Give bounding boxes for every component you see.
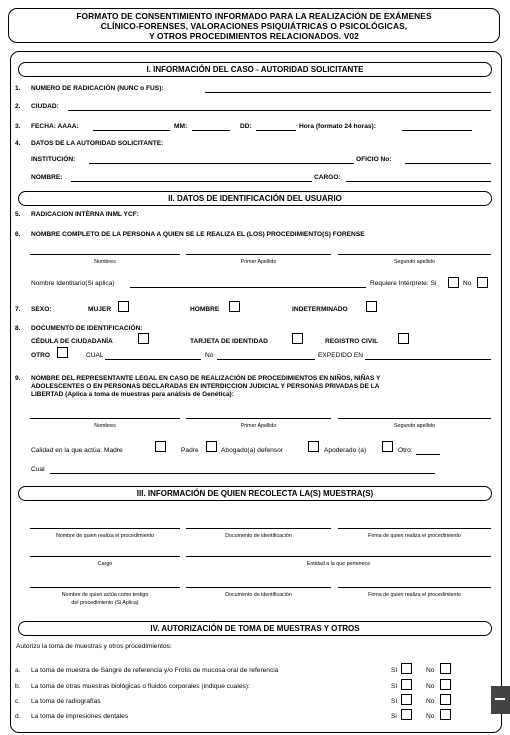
cual-calidad-label: Cual [31, 466, 45, 473]
mujer-checkbox[interactable] [118, 301, 129, 312]
apoderado-label: Apoderado (a) [324, 447, 367, 454]
sexo-label: SEXO: [31, 306, 52, 313]
testigo-documento-caption: Documento de identificación [225, 592, 292, 598]
hombre-checkbox[interactable] [229, 301, 240, 312]
nombre-identitario-label: Nombre Identitario(Si aplica) [31, 280, 115, 287]
recolector-firma-caption: Firma de quien realiza el procedimiento [368, 533, 461, 539]
item-b-si-label: SI [391, 683, 398, 690]
institucion-label: INSTITUCIÓN: [31, 156, 76, 163]
representante-segundo-apellido-field[interactable] [338, 418, 491, 419]
representante-segundo-caption: Segundo apellido [394, 423, 435, 429]
item-b-no-checkbox[interactable] [440, 679, 451, 690]
item-7-number: 7. [15, 306, 21, 313]
item-b-letter: b. [15, 683, 21, 690]
item-1-number: 1. [15, 85, 21, 92]
hombre-label: HOMBRE [190, 306, 220, 313]
item-2-number: 2. [15, 103, 21, 110]
item-a-no-label: No [426, 667, 435, 674]
tarjeta-label: TARJETA DE IDENTIDAD [190, 338, 268, 345]
documento-label: DOCUMENTO DE IDENTIFICACIÓN: [31, 325, 143, 332]
section-4-header: IV. AUTORIZACIÓN DE TOMA DE MUESTRAS Y OTROS [18, 621, 492, 636]
recolector-nombre-field[interactable] [30, 528, 180, 529]
interprete-no-label: No [463, 280, 472, 287]
testigo-nombre-field[interactable] [30, 587, 180, 588]
recolector-entidad-field[interactable] [186, 556, 491, 557]
minimize-icon[interactable] [491, 686, 510, 714]
item-8-number: 8. [15, 325, 21, 332]
interprete-si-checkbox[interactable] [448, 277, 459, 288]
institucion-field[interactable] [89, 163, 354, 164]
nombre-autoridad-field[interactable] [71, 181, 312, 182]
cual-doc-label: CUAL [86, 352, 104, 359]
representante-primer-caption: Primer Apellido [240, 423, 277, 429]
testigo-firma-caption: Firma de quien realiza el procedimiento [368, 592, 461, 598]
cedula-label: CÉDULA DE CIUDADANÍA [31, 338, 113, 345]
form-title-box [8, 8, 500, 43]
form-title-line-3: Y OTROS PROCEDIMIENTOS RELACIONADOS. V02 [149, 31, 359, 41]
cual-calidad-field[interactable] [50, 473, 435, 474]
expedido-field[interactable] [365, 359, 491, 360]
nombres-field[interactable] [30, 254, 180, 255]
item-b-si-checkbox[interactable] [401, 679, 412, 690]
section-1-header: I. INFORMACIÓN DEL CASO - AUTORIDAD SOLICITANTE [18, 62, 492, 77]
testigo-nombre-caption-2: del procedimiento (Si Aplica) [71, 600, 139, 606]
otro-calidad-field[interactable] [416, 454, 440, 455]
no-doc-label: No [205, 352, 214, 359]
hora-field[interactable] [402, 130, 472, 131]
autoridad-label: DATOS DE LA AUTORIDAD SOLICITANTE: [31, 140, 164, 147]
hora-label: Hora (formato 24 horas): [299, 123, 376, 130]
recolector-cargo-caption: Cargo [97, 561, 113, 567]
fecha-month-field[interactable] [192, 130, 230, 131]
mujer-label: MUJER [88, 306, 112, 313]
recolector-documento-caption: Documento de identificación [225, 533, 292, 539]
recolector-entidad-caption: Entidad a la que pertenece [306, 561, 371, 567]
ciudad-label: CIUDAD: [31, 103, 59, 110]
nombre-completo-label: NOMBRE COMPLETO DE LA PERSONA A QUIEN SE LE REALIZA EL (LOS) PROCEDIMIENTO(S) FORENSE [31, 231, 365, 238]
item-c-letter: c. [15, 698, 21, 705]
registro-civil-label: REGISTRO CIVIL [325, 338, 379, 345]
interprete-no-checkbox[interactable] [477, 277, 488, 288]
cedula-checkbox[interactable] [138, 333, 149, 344]
primer-apellido-caption: Primer Apellido [240, 259, 277, 265]
testigo-nombre-caption-1: Nombre de quien actúa como testigo [61, 592, 149, 598]
item-b-text: La toma de otras muestras biológicas o fluidos corporales (indique cuales): [31, 683, 250, 690]
otro-calidad-label: Otro: [398, 447, 413, 454]
testigo-firma-field[interactable] [338, 587, 491, 588]
mm-label: MM: [174, 123, 188, 130]
item-c-no-checkbox[interactable] [440, 694, 451, 705]
segundo-apellido-field[interactable] [338, 254, 491, 255]
item-d-si-label: Si [391, 713, 397, 720]
item-a-no-checkbox[interactable] [440, 663, 451, 674]
registro-civil-checkbox[interactable] [398, 333, 409, 344]
recolector-firma-field[interactable] [338, 528, 491, 529]
indeterminado-label: INDETERMINADO [292, 306, 348, 313]
otro-doc-checkbox[interactable] [57, 347, 68, 358]
item-c-si-checkbox[interactable] [401, 694, 412, 705]
section-3-header: III. INFORMACIÓN DE QUIEN RECOLECTA LA(S) MUESTRA(S) [18, 486, 492, 501]
oficio-field[interactable] [405, 163, 491, 164]
padre-checkbox[interactable] [206, 441, 217, 452]
representante-nombres-field[interactable] [30, 418, 180, 419]
item-6-number: 6. [15, 231, 21, 238]
nombres-caption: Nombres [94, 259, 116, 265]
radicacion-label: NUMERO DE RADICACIÓN (NUNC o FUS): [31, 85, 164, 92]
representante-primer-apellido-field[interactable] [186, 418, 331, 419]
representante-nombres-caption: Nombres [94, 423, 116, 429]
form-title-line-1: FORMATO DE CONSENTIMIENTO INFORMADO PARA LA REALIZACIÓN DE EXÁMENES [76, 11, 432, 21]
item-c-si-label: SI [391, 698, 398, 705]
representante-label-2: ADOLESCENTES O EN PERSONAS DECLARADAS EN INTERDICCION JUDICIAL Y PERSONAS PRIVADAS DE LA [31, 383, 380, 390]
abogado-checkbox[interactable] [308, 441, 319, 452]
item-d-si-checkbox[interactable] [401, 709, 412, 720]
cual-doc-field[interactable] [105, 359, 201, 360]
item-a-si-label: SI [391, 667, 398, 674]
item-c-text: La toma de radiografías [31, 698, 101, 705]
item-d-letter: d. [15, 713, 21, 720]
fecha-day-field[interactable] [256, 130, 296, 131]
tarjeta-checkbox[interactable] [292, 333, 303, 344]
abogado-label: Abogado(a) defensor [221, 447, 283, 454]
autorizo-intro: Autorizo la toma de muestras y otros procedimientos: [16, 643, 172, 650]
expedido-label: EXPEDIDO EN [318, 352, 364, 359]
item-5-number: 5. [15, 211, 21, 218]
madre-checkbox[interactable] [155, 441, 166, 452]
primer-apellido-field[interactable] [186, 254, 331, 255]
nombre-autoridad-label: NOMBRE: [31, 174, 63, 181]
cargo-label: CARGO: [314, 174, 341, 181]
item-d-text: La toma de impresiones dentales [31, 713, 129, 720]
item-a-text: La toma de muestra de Sangre de referencia y/o Frotis de mucosa oral de referencia [31, 667, 279, 674]
oficio-label: OFICIO No: [356, 156, 392, 163]
item-4-number: 4. [15, 140, 21, 147]
recolector-cargo-field[interactable] [30, 556, 180, 557]
calidad-label: Calidad en la que actúa: Madre [31, 447, 123, 454]
testigo-documento-field[interactable] [186, 587, 331, 588]
otro-doc-label: OTRO [31, 352, 51, 359]
padre-label: Padre [181, 447, 199, 454]
item-d-no-checkbox[interactable] [440, 709, 451, 720]
radicacion-interna-label: RADICACION INTÈRNA INML YCF: [31, 211, 139, 218]
dd-label: DD: [240, 123, 252, 130]
radicacion-field[interactable] [205, 92, 491, 93]
item-9-number: 9. [15, 375, 21, 382]
representante-label-1: NOMBRE DEL REPRESENTANTE LEGAL EN CASO DE REALIZACIÓN DE PROCEDIMIENTOS EN NIÑOS, NIÑAS Y [31, 375, 381, 382]
item-a-si-checkbox[interactable] [401, 663, 412, 674]
item-b-no-label: No [426, 683, 435, 690]
interprete-label: Requiere Intérprete: Si [370, 280, 437, 287]
item-3-number: 3. [15, 123, 21, 130]
segundo-apellido-caption: Segundo apellido [394, 259, 435, 265]
form-title-line-2: CLÍNICO-FORENSES, VALORACIONES PSIQUIÁTRICAS O PSICOLÓGICAS, [100, 21, 408, 31]
recolector-nombre-caption: Nombre de quien realiza el procedimiento [55, 533, 155, 539]
section-2-header: II. DATOS DE IDENTIFICACIÓN DEL USUARIO [18, 191, 492, 206]
recolector-documento-field[interactable] [186, 528, 331, 529]
nombre-identitario-field[interactable] [130, 287, 366, 288]
ciudad-field[interactable] [68, 110, 491, 111]
no-doc-field[interactable] [217, 359, 315, 360]
item-a-letter: a. [15, 667, 21, 674]
fecha-year-field[interactable] [93, 130, 170, 131]
item-c-no-label: No [426, 698, 435, 705]
item-d-no-label: No [426, 713, 435, 720]
cargo-field[interactable] [346, 181, 491, 182]
representante-label-3: LIBERTAD (Aplica a toma de muestras para análisis de Genética): [31, 391, 234, 398]
fecha-label: FECHA: AAAA: [31, 123, 79, 130]
apoderado-checkbox[interactable] [382, 441, 393, 452]
indeterminado-checkbox[interactable] [366, 301, 377, 312]
